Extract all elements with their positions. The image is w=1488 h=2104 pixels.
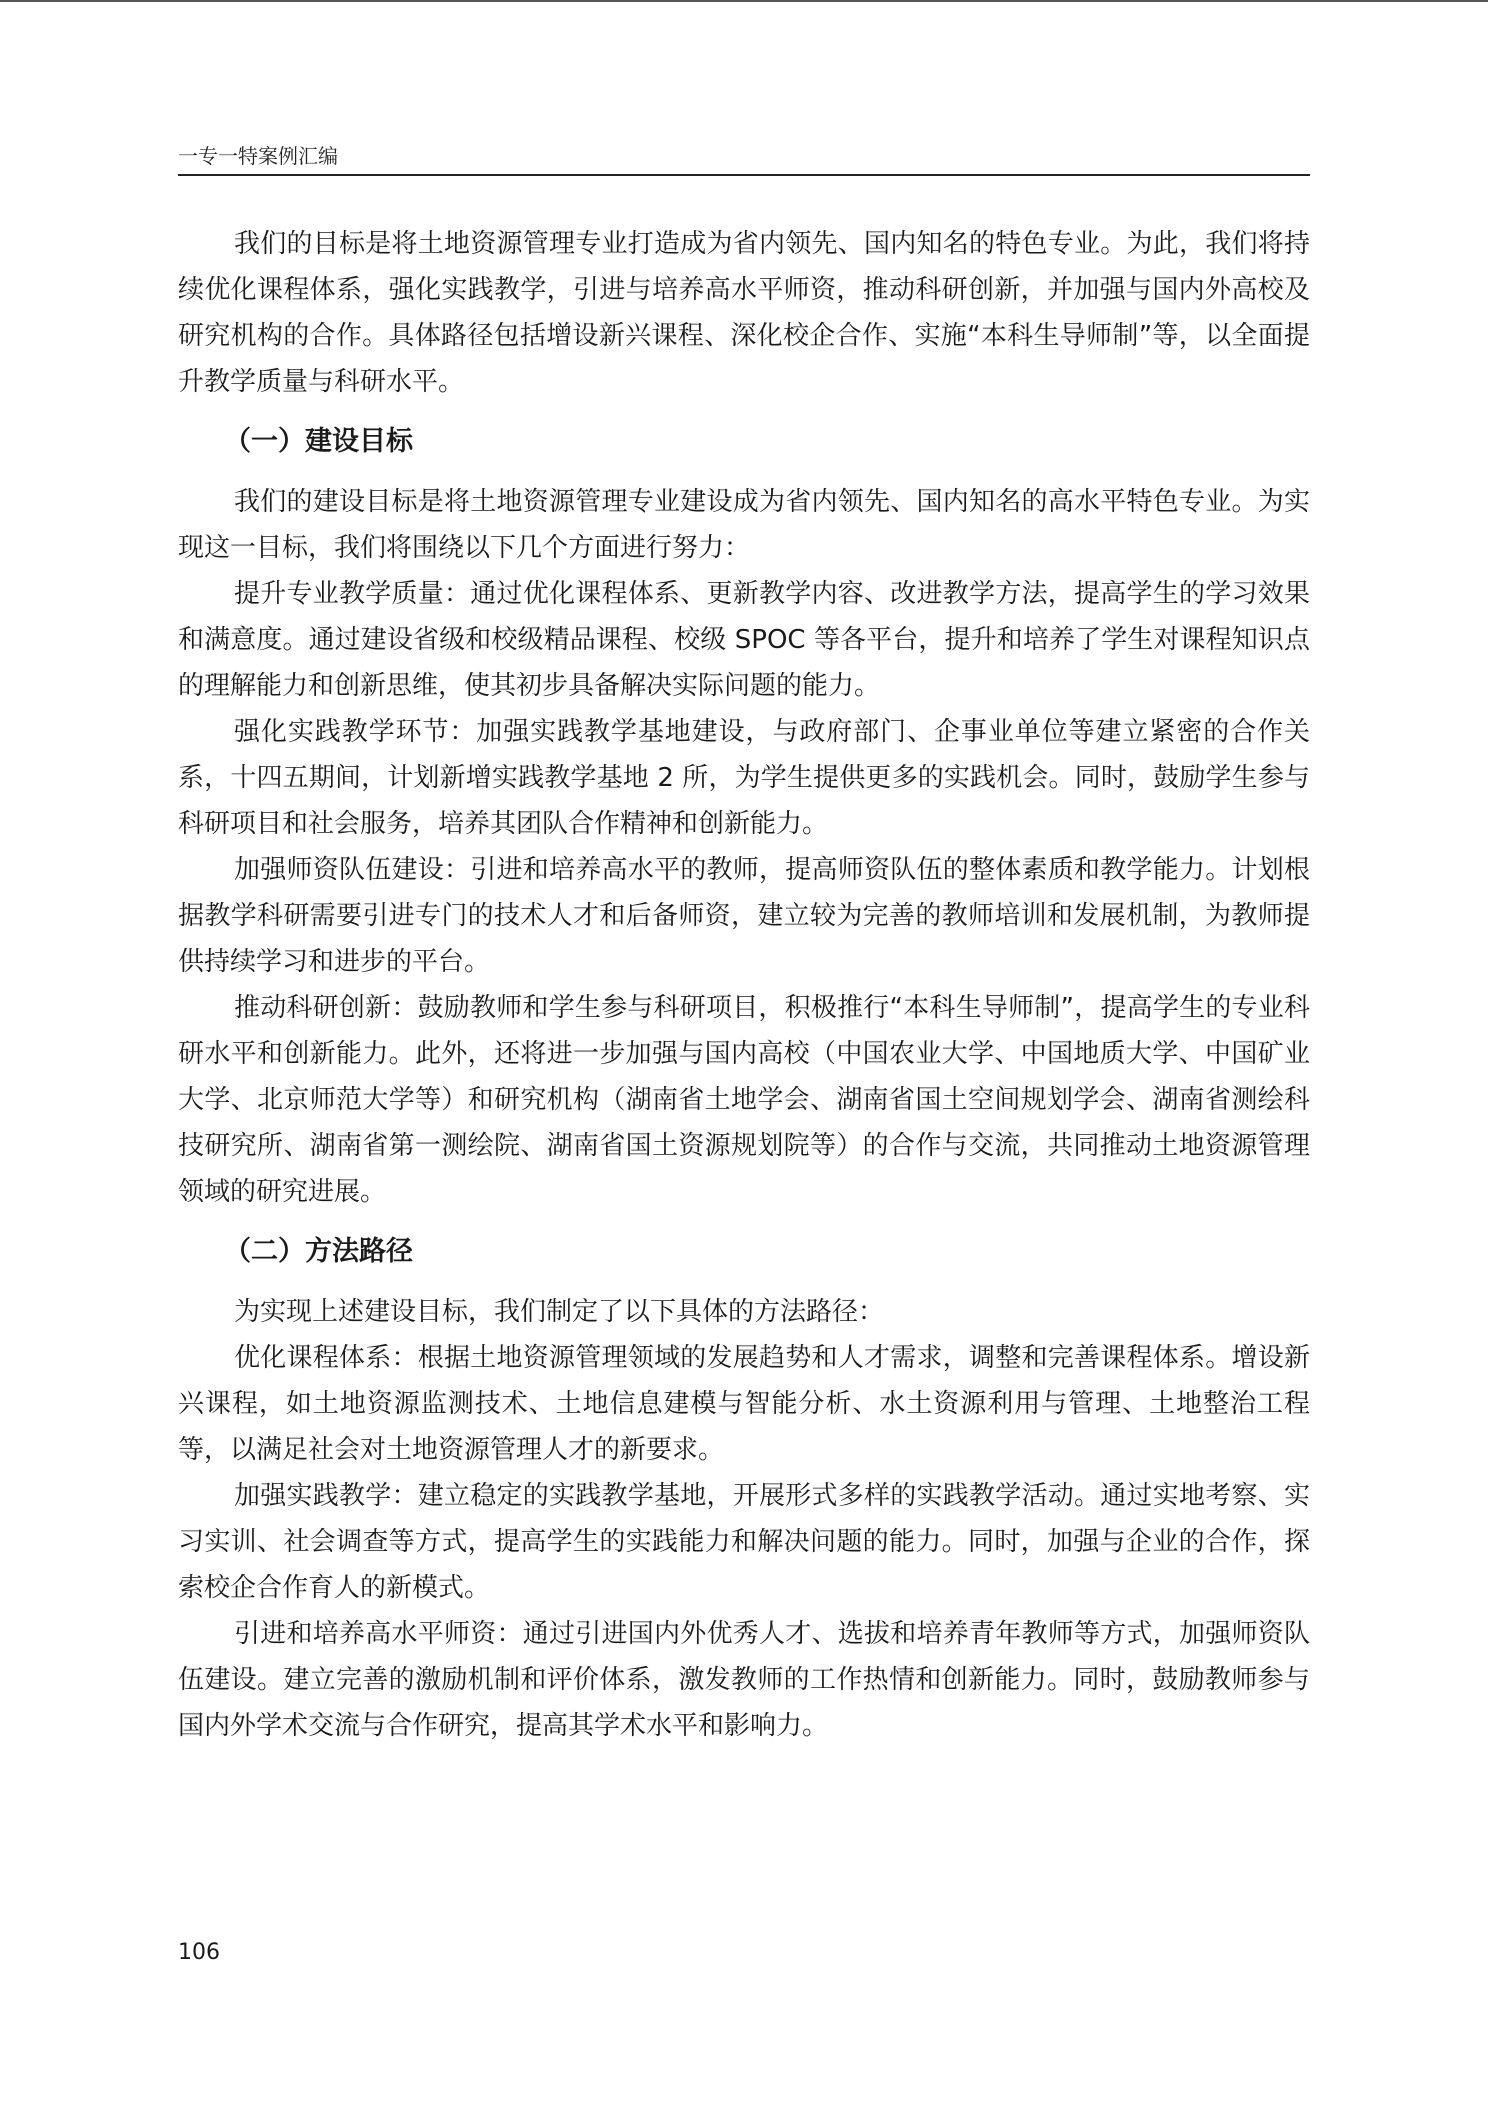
paragraph: 强化实践教学环节：加强实践教学基地建设，与政府部门、企事业单位等建立紧密的合作关系，十四五期间，计划新增实践教学基地 2 所，为学生提供更多的实践机会。同时，鼓励学生参与科研项目和社会服务，培养其团队合作精神和创新能力。 <box>178 717 1310 839</box>
paragraph: 加强师资队伍建设：引进和培养高水平的教师，提高师资队伍的整体素质和教学能力。计划根据教学科研需要引进专门的技术人才和后备师资，建立较为完善的教师培训和发展机制，为教师提供持续学习和进步的平台。 <box>178 855 1310 977</box>
paragraph: 引进和培养高水平师资：通过引进国内外优秀人才、选拔和培养青年教师等方式，加强师资队伍建设。建立完善的激励机制和评价体系，激发教师的工作热情和创新能力。同时，鼓励教师参与国内外学术交流与合作研究，提高其学术水平和影响力。 <box>178 1619 1310 1741</box>
body-text <box>178 221 1310 1749</box>
paragraph: 我们的建设目标是将土地资源管理专业建设成为省内领先、国内知名的高水平特色专业。为实现这一目标，我们将围绕以下几个方面进行努力： <box>178 487 1310 563</box>
paragraph: 推动科研创新：鼓励教师和学生参与科研项目，积极推行“本科生导师制”，提高学生的专业科研水平和创新能力。此外，还将进一步加强与国内高校（中国农业大学、中国地质大学、中国矿业大学、北京师范大学等）和研究机构（湖南省土地学会、湖南省国土空间规划学会、湖南省测绘科技研究所、湖南省第一测绘院、湖南省国土资源规划院等）的合作与交流，共同推动土地资源管理领域的研究进展。 <box>178 993 1310 1207</box>
paragraph: 提升专业教学质量：通过优化课程体系、更新教学内容、改进教学方法，提高学生的学习效果和满意度。通过建设省级和校级精品课程、校级 SPOC 等各平台，提升和培养了学生对课程知识点的理解能力和创新思维，使其初步具备解决实际问题的能力。 <box>178 579 1310 701</box>
section-heading: （二）方法路径 <box>224 1236 413 1267</box>
section-heading: （一）建设目标 <box>224 426 413 457</box>
page-number: 106 <box>178 1940 220 1965</box>
page-top-border <box>0 0 1488 2</box>
paragraph: 为实现上述建设目标，我们制定了以下具体的方法路径： <box>234 1297 885 1327</box>
paragraph: 优化课程体系：根据土地资源管理领域的发展趋势和人才需求，调整和完善课程体系。增设新兴课程，如土地资源监测技术、土地信息建模与智能分析、水土资源利用与管理、土地整治工程等，以满足社会对土地资源管理人才的新要求。 <box>178 1343 1310 1465</box>
running-header <box>178 140 1310 176</box>
paragraph: 我们的目标是将土地资源管理专业打造成为省内领先、国内知名的特色专业。为此，我们将持续优化课程体系，强化实践教学，引进与培养高水平师资，推动科研创新，并加强与国内外高校及研究机构的合作。具体路径包括增设新兴课程、深化校企合作、实施“本科生导师制”等，以全面提升教学质量与科研水平。 <box>178 229 1310 397</box>
paragraph: 加强实践教学：建立稳定的实践教学基地，开展形式多样的实践教学活动。通过实地考察、实习实训、社会调查等方式，提高学生的实践能力和解决问题的能力。同时，加强与企业的合作，探索校企合作育人的新模式。 <box>178 1481 1310 1603</box>
running-header-title: 一专一特案例汇编 <box>178 144 338 168</box>
